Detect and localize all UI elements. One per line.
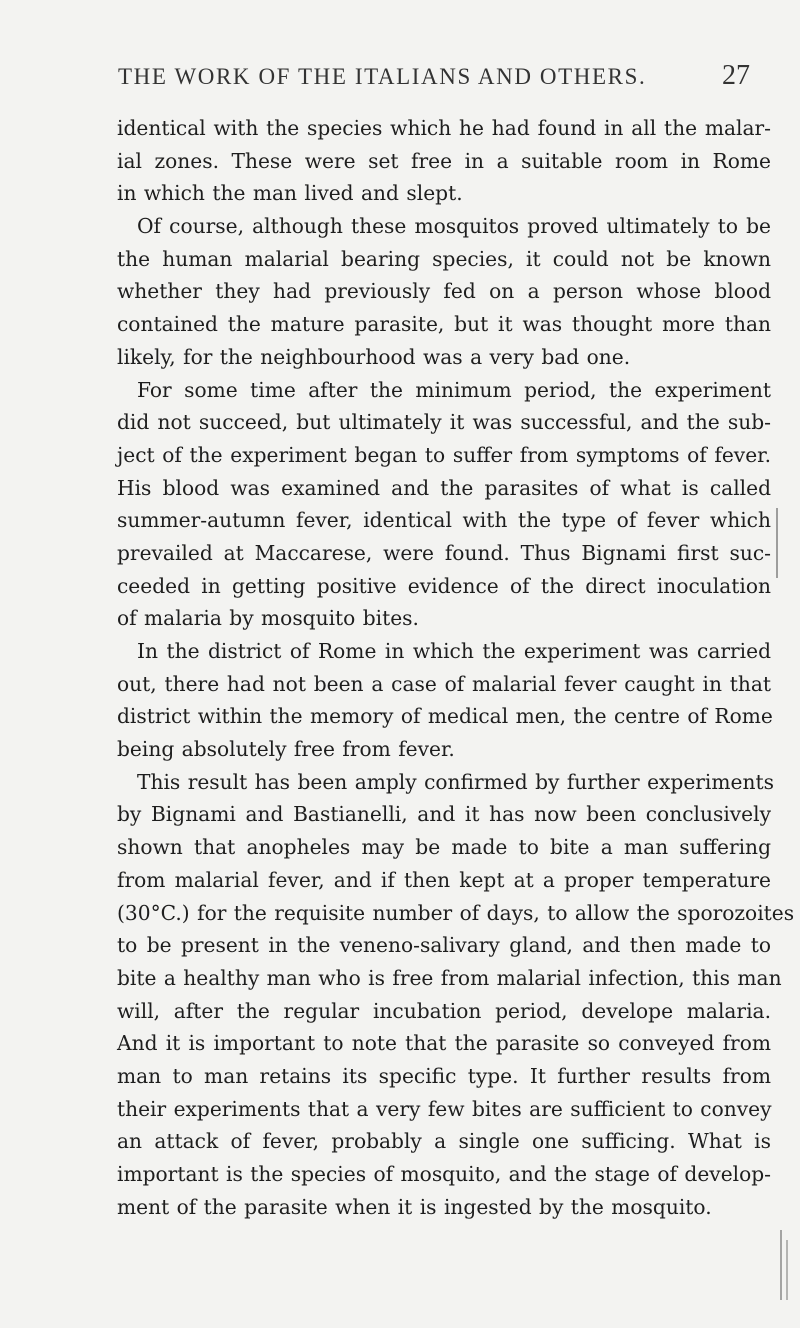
page-number: 27 bbox=[722, 60, 750, 91]
text-line: Of course, although these mosquitos proved ultimately to be bbox=[137, 214, 771, 239]
text-line: being absolutely free from fever. bbox=[117, 737, 455, 762]
text-line: ject of the experiment began to suffer from symptoms of fever. bbox=[117, 442, 771, 467]
text-line: His blood was examined and the parasites of what is called bbox=[117, 475, 771, 500]
text-line: ial zones. These were set free in a suitable room in Rome bbox=[117, 148, 771, 173]
text-line: by Bignami and Bastianelli, and it has now been conclusively bbox=[117, 802, 771, 827]
margin-pencil-mark bbox=[786, 1240, 788, 1300]
text-line: This result has been amply confirmed by further experiments bbox=[137, 769, 774, 794]
text-line: out, there had not been a case of malarial fever caught in that bbox=[117, 671, 771, 696]
text-line: in which the man lived and slept. bbox=[117, 181, 463, 206]
running-head-title: THE WORK OF THE ITALIANS AND OTHERS. bbox=[118, 64, 647, 89]
text-line: (30°C.) for the requisite number of days, to allow the sporozoites bbox=[117, 900, 795, 925]
text-line: of malaria by mosquito bites. bbox=[117, 606, 419, 631]
text-line: will, after the regular incubation period, develope malaria. bbox=[117, 998, 771, 1023]
text-line: did not succeed, but ultimately it was successful, and the sub- bbox=[117, 410, 771, 435]
text-line: For some time after the minimum period, the experiment bbox=[137, 377, 771, 402]
text-line: And it is important to note that the parasite so conveyed from bbox=[117, 1031, 771, 1056]
body-text bbox=[117, 112, 795, 1223]
text-line: likely, for the neighbourhood was a very bad one. bbox=[117, 344, 631, 369]
text-line: district within the memory of medical men, the centre of Rome bbox=[117, 704, 773, 729]
text-line: an attack of fever, probably a single one sufficing. What is bbox=[117, 1129, 771, 1154]
text-line: summer-autumn fever, identical with the type of fever which bbox=[117, 508, 771, 533]
running-head bbox=[110, 60, 750, 104]
text-line: contained the mature parasite, but it was thought more than bbox=[117, 312, 771, 337]
text-line: man to man retains its specific type. It further results from bbox=[117, 1063, 771, 1088]
text-line: from malarial fever, and if then kept at a proper temperature bbox=[117, 867, 771, 892]
text-line: the human malarial bearing species, it could not be known bbox=[117, 246, 771, 271]
text-line: important is the species of mosquito, and the stage of develop- bbox=[117, 1162, 771, 1186]
text-line: their experiments that a very few bites are sufficient to convey bbox=[117, 1096, 772, 1121]
text-line: In the district of Rome in which the experiment was carried bbox=[137, 639, 771, 663]
text-line: prevailed at Maccarese, were found. Thus Bignami first suc- bbox=[117, 540, 771, 565]
text-line: whether they had previously fed on a person whose blood bbox=[117, 279, 771, 304]
text-line: to be present in the veneno-salivary gland, and then made to bbox=[117, 933, 771, 958]
text-line: shown that anopheles may be made to bite a man suffering bbox=[117, 835, 771, 860]
text-line: ceeded in getting positive evidence of the direct inoculation bbox=[117, 573, 771, 598]
margin-pencil-mark bbox=[776, 508, 778, 578]
text-line: identical with the species which he had found in all the malar- bbox=[117, 116, 771, 140]
text-line: bite a healthy man who is free from malarial infection, this man bbox=[117, 965, 782, 990]
margin-pencil-mark bbox=[780, 1230, 782, 1300]
text-line: ment of the parasite when it is ingested by the mosquito. bbox=[117, 1194, 712, 1219]
